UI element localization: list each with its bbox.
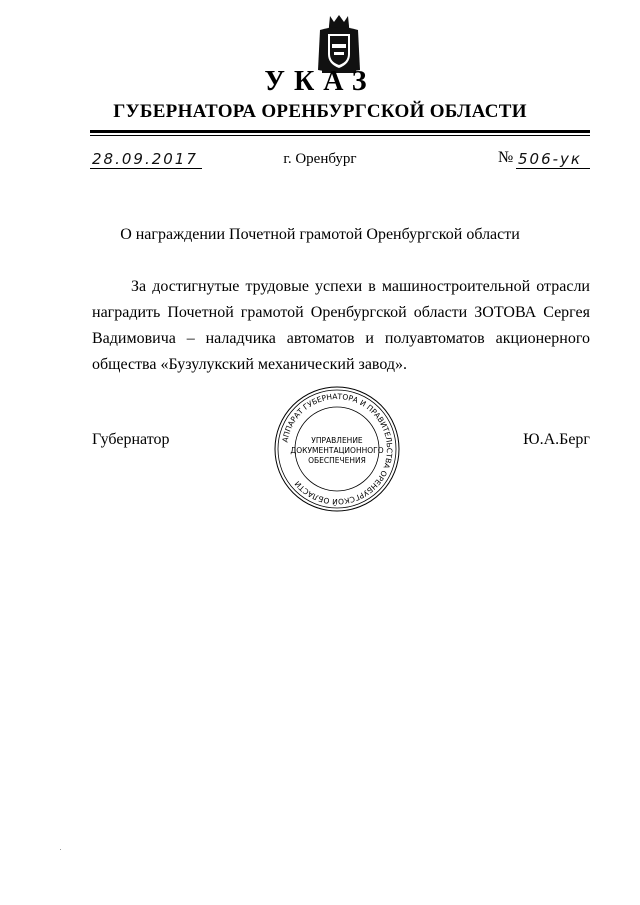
document-title: УКАЗ: [264, 66, 376, 97]
coat-of-arms-icon: [316, 14, 362, 74]
number-underline: [516, 168, 590, 169]
official-stamp: [272, 384, 402, 514]
header-divider-thick: [90, 130, 590, 133]
document-subject: О награждении Почетной грамотой Оренбургской области: [120, 226, 520, 243]
document-number: 506-ук: [518, 150, 582, 168]
number-label: №: [498, 149, 514, 166]
stamp-ring-text: АППАРАТ ГУБЕРНАТОРА И ПРАВИТЕЛЬСТВА ОРЕНБУРГСКОЙ ОБЛАСТИ: [280, 391, 395, 507]
stamp-center-line-2: ДОКУМЕНТАЦИОННОГО: [290, 446, 384, 455]
stamp-center-line-3: ОБЕСПЕЧЕНИЯ: [308, 456, 366, 465]
document-body: [92, 274, 590, 378]
header-divider-thin: [90, 135, 590, 136]
document-subtitle: ГУБЕРНАТОРА ОРЕНБУРГСКОЙ ОБЛАСТИ: [113, 101, 527, 122]
document-date: 28.09.2017: [92, 150, 198, 168]
stamp-center-line-1: УПРАВЛЕНИЕ: [311, 436, 363, 445]
date-underline: [90, 168, 202, 169]
signature-position: Губернатор: [92, 431, 170, 448]
document-city: г. Оренбург: [283, 151, 357, 167]
body-paragraph: За достигнутые трудовые успехи в машиностроительной отрасли наградить Почетной грамотой Оренбургской области ЗОТОВА Сергея Вадимовича – наладчика автоматов и полуавтоматов акционерного общества «Бузулукский механический завод».: [92, 278, 590, 373]
signature-name: Ю.А.Берг: [523, 431, 590, 448]
scan-speck: [60, 849, 61, 850]
